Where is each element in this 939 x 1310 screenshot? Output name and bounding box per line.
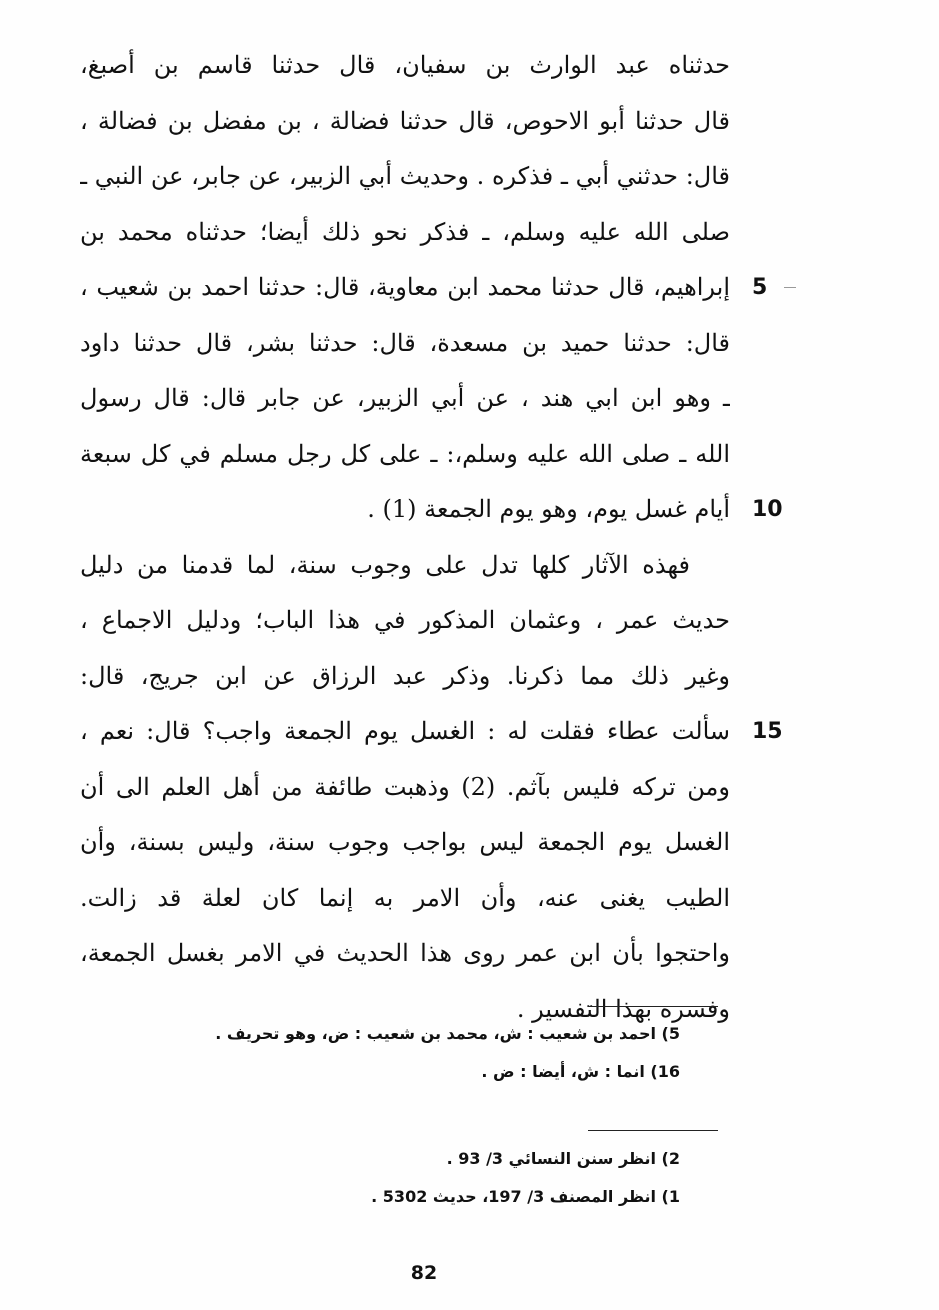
source-note: 1) انظر المصنف 3/ 197، حديث 5302 .: [371, 1187, 680, 1206]
variant-notes-separator: [588, 1006, 718, 1007]
text-line: قال حدثنا أبو الاحوص، قال حدثنا فضالة ، بن مفضل بن فضالة ،: [80, 106, 730, 135]
text-line: إبراهيم، قال حدثنا محمد ابن معاوية، قال: حدثنا احمد بن شعيب ،: [80, 273, 730, 301]
text-line: قال: حدثني أبي ـ فذكره . وحديث أبي الزبير، عن جابر، عن النبي ـ: [80, 162, 730, 190]
text-line: الغسل يوم الجمعة ليس بواجب وجوب سنة، وليس بسنة، وأن: [80, 828, 730, 856]
source-notes: [70, 1140, 680, 1216]
variant-note: 5) احمد بن شعيب : ش، محمد بن شعيب : ض، وهو تحريف .: [215, 1024, 680, 1043]
page-number: 82: [410, 1262, 438, 1284]
variant-note: 16) انما : ش، أيضا : ض .: [481, 1062, 680, 1081]
text-line: ومن تركه فليس بآثم. (2) وذهبت طائفة من أهل العلم الى أن: [80, 772, 730, 801]
text-line: فهذه الآثار كلها تدل على وجوب سنة، لما قدمنا من دليل: [80, 550, 690, 579]
text-line: قال: حدثنا حميد بن مسعدة، قال: حدثنا بشر، قال حدثنا داود: [80, 328, 730, 357]
source-notes-separator: [588, 1130, 718, 1131]
line-number-10: 10: [752, 497, 783, 522]
text-line: وفسره بهذا التفسير .: [516, 994, 730, 1023]
text-line: حديث عمر ، وعثمان المذكور في هذا الباب؛ ودليل الاجماع ،: [80, 606, 730, 634]
line-number-5: 5: [752, 275, 768, 300]
source-note: 2) انظر سنن النسائي 3/ 93 .: [446, 1149, 680, 1168]
text-line: صلى الله عليه وسلم، ـ فذكر نحو ذلك أيضا؛ حدثناه محمد بن: [80, 217, 730, 246]
text-line: حدثناه عبد الوارث بن سفيان، قال حدثنا قاسم بن أصبغ،: [80, 51, 730, 79]
text-line: ـ وهو ابن ابي هند ، عن أبي الزبير، عن جابر قال: قال رسول: [80, 384, 730, 412]
main-text-block: [80, 38, 730, 1037]
text-line: أيام غسل يوم، وهو يوم الجمعة (1) .: [367, 495, 730, 523]
margin-mark: [784, 287, 796, 288]
text-line: وغير ذلك مما ذكرنا. وذكر عبد الرزاق عن ابن جريج، قال:: [80, 661, 730, 690]
line-number-15: 15: [752, 719, 783, 744]
text-line: سألت عطاء فقلت له : الغسل يوم الجمعة واجب؟ قال: نعم ،: [80, 717, 730, 745]
text-line: الطيب يغنى عنه، وأن الامر به إنما كان لعلة قد زالت.: [80, 883, 730, 912]
text-line: واحتجوا بأن ابن عمر روى هذا الحديث في الامر بغسل الجمعة،: [80, 939, 730, 967]
variant-notes: [70, 1015, 680, 1091]
text-line: الله ـ صلى الله عليه وسلم،: ـ على كل رجل مسلم في كل سبعة: [80, 439, 730, 468]
